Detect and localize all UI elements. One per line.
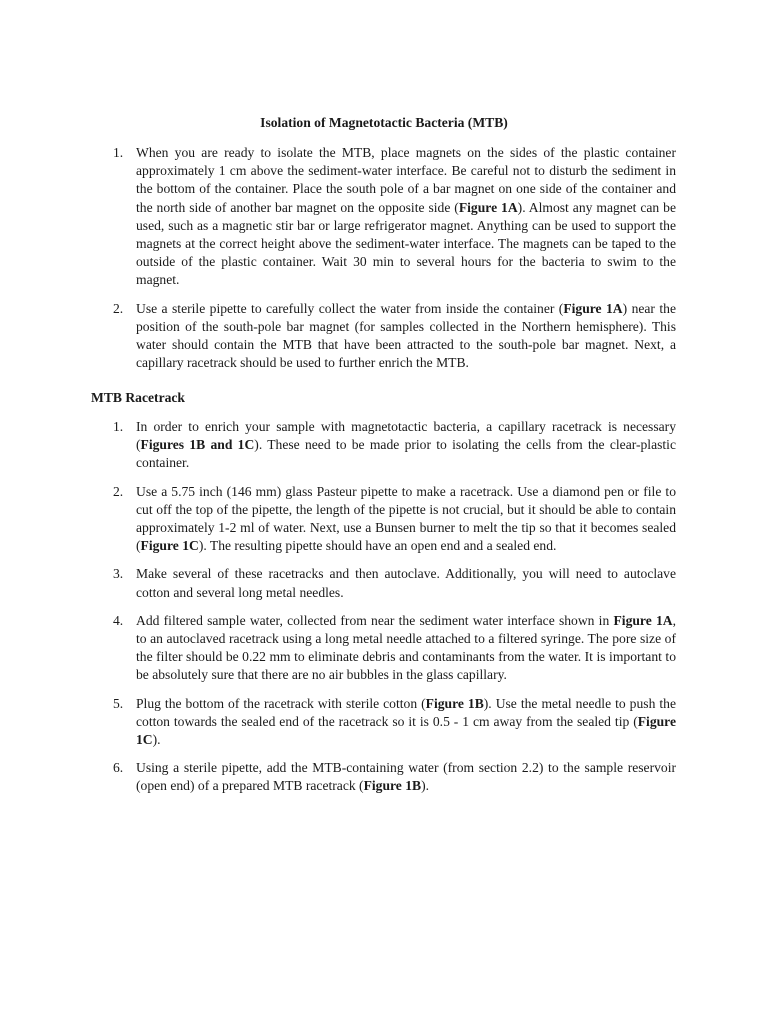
text-segment: ). Use the metal needle to push the cotton towards the sealed end of the racetrack so it is 0.5 - 1 cm away from the sealed tip ( <box>136 695 676 729</box>
text-segment: Use a sterile pipette to carefully collect the water from inside the container ( <box>136 300 564 316</box>
list-item <box>0 759 676 795</box>
list-item-text <box>136 419 676 470</box>
figure-reference: Figure 1B <box>363 778 422 794</box>
text-segment: Make several of these racetracks and then autoclave. Additionally, you will need to autoclave cotton and several long metal needles. <box>136 566 676 600</box>
figure-reference: Figure 1A <box>613 612 673 628</box>
list-item <box>0 144 676 290</box>
list-item <box>0 418 676 473</box>
text-segment: In order to enrich your sample with magnetotactic bacteria, a capillary racetrack is necessary ( <box>136 419 676 453</box>
list-item-number: 3. <box>113 566 124 582</box>
figure-reference: Figures 1B and 1C <box>140 437 255 453</box>
figure-reference: Figure 1C <box>136 713 676 748</box>
text-segment: Using a sterile pipette, add the MTB-containing water (from section 2.2) to the sample reservoir (open end) of a prepared MTB racetrack ( <box>136 760 676 794</box>
text-segment: ). <box>421 778 430 794</box>
list-item-text <box>136 696 676 747</box>
list-item-number: 6. <box>113 760 124 776</box>
list-item-text <box>136 145 676 287</box>
isolation-steps-list <box>0 144 676 382</box>
list-item <box>0 483 676 556</box>
list-item-number: 5. <box>113 695 124 711</box>
text-segment: ) near the position of the south-pole bar magnet (for samples collected in the Northern hemisphere). This water should contain the MTB that have been attracted to the south-pole bar magnet. Next, a capillary racetrack should be used to further enrich the MTB. <box>136 300 676 371</box>
list-item-text <box>136 484 676 554</box>
list-item-text <box>136 613 676 683</box>
text-segment: Use a 5.75 inch (146 mm) glass Pasteur pipette to make a racetrack. Use a diamond pen or file to cut off the top of the pipette, the length of the pipette is not crucial, but it should be able to contain approximately 1-2 ml of water. Next, use a Bunsen burner to melt the tip so that it becomes sealed ( <box>136 483 676 554</box>
list-item <box>0 300 676 373</box>
list-item-number: 1. <box>113 419 124 434</box>
list-item <box>0 695 676 750</box>
figure-reference: Figure 1A <box>563 300 623 316</box>
text-segment: ). These need to be made prior to isolating the cells from the clear-plastic container. <box>136 437 676 471</box>
list-item-number: 2. <box>113 483 124 499</box>
list-item <box>0 565 676 601</box>
list-item-number: 1. <box>113 145 124 160</box>
list-item <box>0 612 676 685</box>
figure-reference: Figure 1C <box>140 538 199 554</box>
text-segment: ). The resulting pipette should have an open end and a sealed end. <box>198 538 557 554</box>
text-segment: ). <box>152 732 161 748</box>
text-segment: When you are ready to isolate the MTB, place magnets on the sides of the plastic container approximately 1 cm above the sediment-water interface. Be careful not to disturb the sediment in the bottom of the container. Place the south pole of a bar magnet on one side of the container and the north side of another bar magnet on the opposite side ( <box>136 145 676 215</box>
text-segment: Plug the bottom of the racetrack with sterile cotton ( <box>136 695 426 711</box>
document-title: Isolation of Magnetotactic Bacteria (MTB) <box>260 115 508 130</box>
figure-reference: Figure 1B <box>425 695 484 711</box>
list-item-number: 4. <box>113 612 124 628</box>
text-segment: , to an autoclaved racetrack using a long metal needle attached to a filtered syringe. The pore size of the filter should be 0.22 mm to eliminate debris and contaminants from the water. It is important to be absolutely sure that there are no air bubbles in the glass capillary. <box>136 612 676 683</box>
text-segment: ). Almost any magnet can be used, such as a magnetic stir bar or large refrigerator magnet. Anything can be used to support the magnets at the correct height above the sediment-water interface. The magnets can be taped to the outside of the plastic container. Wait 30 min to several hours for the bacteria to swim to the magnet. <box>136 199 676 288</box>
list-item-text <box>136 301 676 371</box>
list-item-text <box>136 566 676 599</box>
text-segment: Add filtered sample water, collected from near the sediment water interface shown in <box>136 612 614 628</box>
list-item-number: 2. <box>113 300 124 316</box>
section-heading-racetrack: MTB Racetrack <box>91 390 185 405</box>
figure-reference: Figure 1A <box>458 199 518 215</box>
racetrack-steps-list <box>0 418 676 806</box>
list-item-text <box>136 760 676 793</box>
